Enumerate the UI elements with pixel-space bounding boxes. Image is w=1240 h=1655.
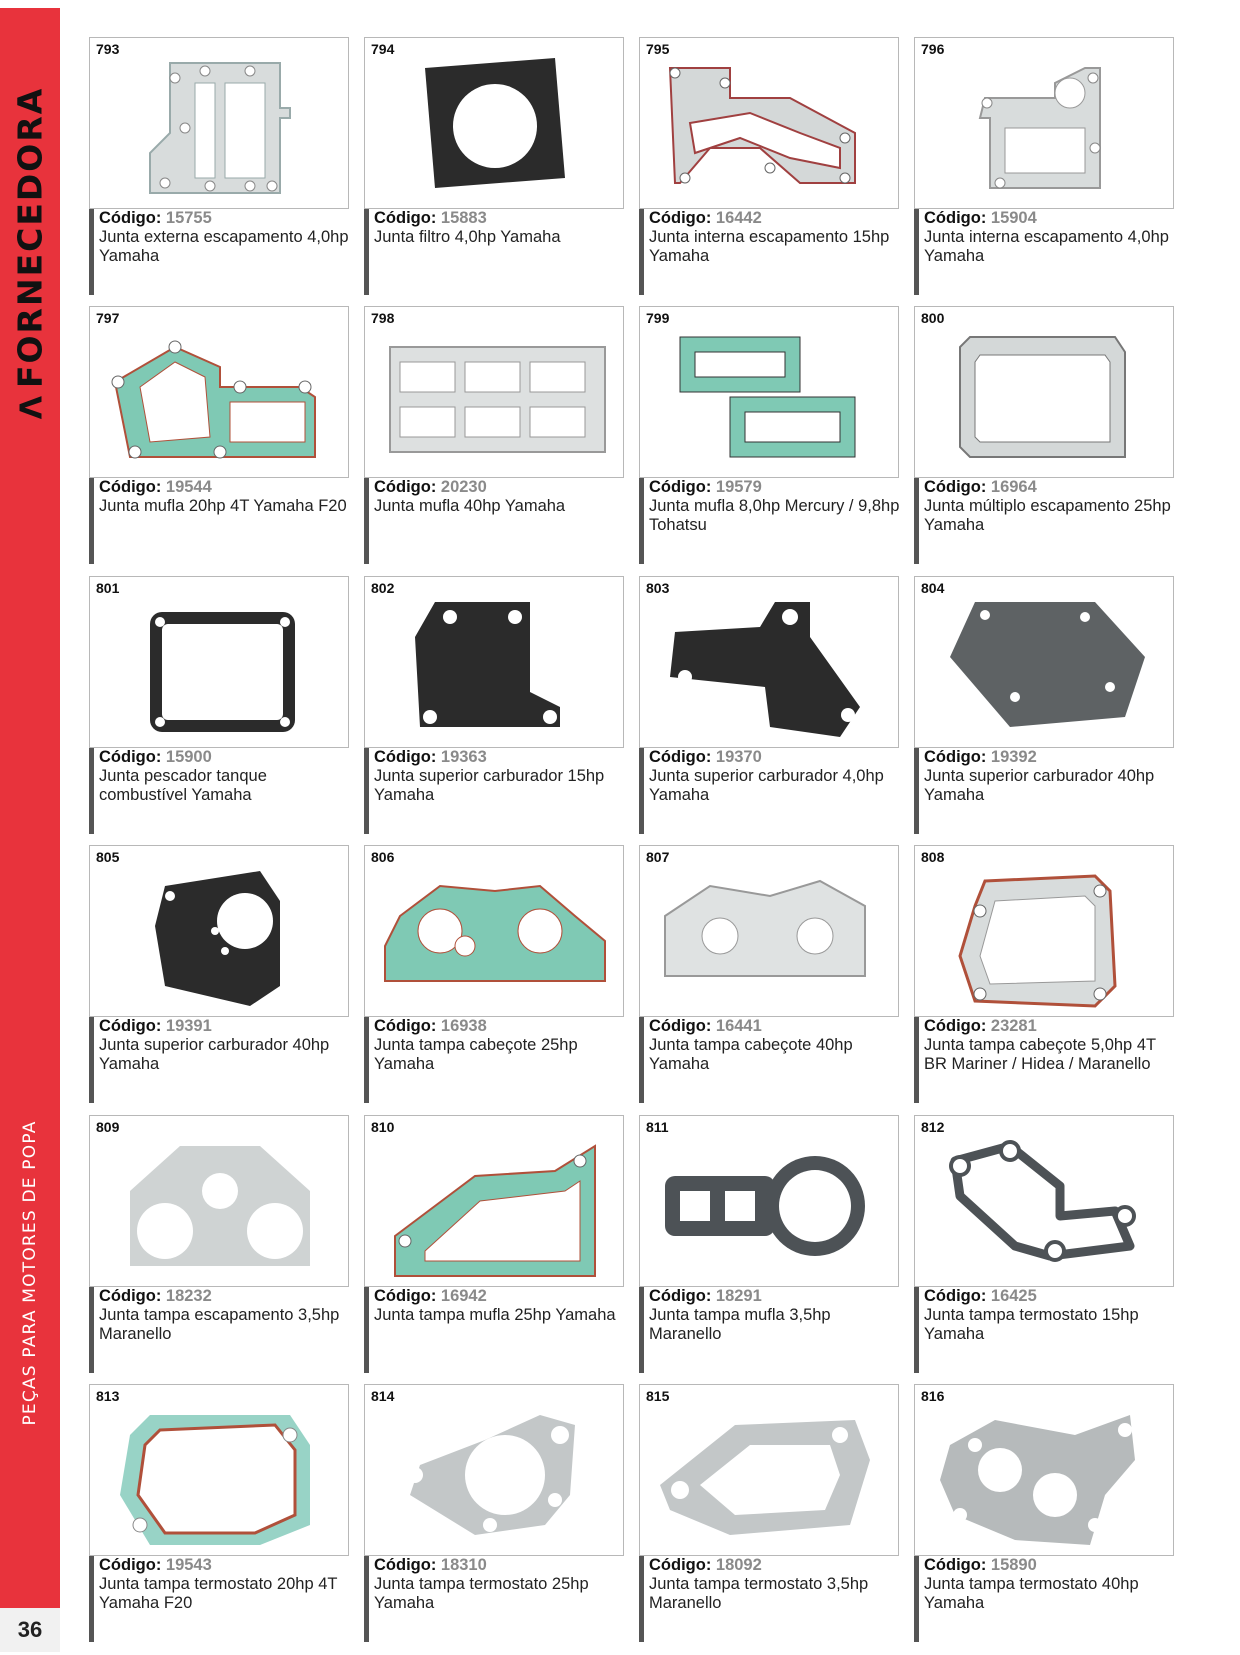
item-number: 813 (96, 1388, 120, 1404)
code-value: 15883 (440, 209, 487, 227)
product-code (374, 209, 626, 228)
product-image-frame (639, 576, 899, 748)
product-card (364, 37, 626, 295)
code-label: Código: (924, 478, 987, 496)
code-value: 18092 (715, 1556, 762, 1574)
item-number: 805 (96, 849, 120, 865)
product-code (99, 1556, 351, 1575)
product-info (914, 1287, 1176, 1373)
code-value: 16942 (440, 1287, 487, 1305)
product-code (924, 1556, 1176, 1575)
code-value: 20230 (440, 478, 487, 496)
product-description: Junta tampa cabeçote 5,0hp 4T BR Mariner / Hidea / Maranello (924, 1036, 1156, 1073)
code-label: Código: (374, 1017, 437, 1035)
product-card (364, 1115, 626, 1373)
product-card (364, 1384, 626, 1642)
product-info (914, 1017, 1176, 1103)
product-image-frame (914, 576, 1174, 748)
code-label: Código: (374, 748, 437, 766)
product-info (89, 1556, 351, 1642)
product-description: Junta tampa escapamento 3,5hp Maranello (99, 1306, 340, 1343)
product-info (914, 209, 1176, 295)
gasket-image (90, 1116, 348, 1286)
gasket-image (915, 38, 1173, 208)
code-value: 19543 (165, 1556, 212, 1574)
product-card (914, 1384, 1176, 1642)
product-description: Junta tampa termostato 3,5hp Maranello (649, 1575, 869, 1612)
product-card (89, 576, 351, 834)
code-label: Código: (99, 748, 162, 766)
code-value: 15755 (165, 209, 212, 227)
product-card (914, 845, 1176, 1103)
brand-name: FORNECEDORA (10, 86, 50, 389)
brand-logo (11, 87, 50, 420)
product-image-frame (639, 845, 899, 1017)
product-card (914, 576, 1176, 834)
product-image-frame (89, 1115, 349, 1287)
item-number: 814 (371, 1388, 395, 1404)
code-value: 15890 (990, 1556, 1037, 1574)
item-number: 795 (646, 41, 670, 57)
product-card (89, 1115, 351, 1373)
gasket-image (915, 577, 1173, 747)
code-label: Código: (374, 1287, 437, 1305)
product-image-frame (914, 1384, 1174, 1556)
code-label: Código: (649, 478, 712, 496)
product-image-frame (89, 1384, 349, 1556)
code-value: 19391 (165, 1017, 212, 1035)
product-info (639, 748, 901, 834)
item-number: 793 (96, 41, 120, 57)
code-value: 19370 (715, 748, 762, 766)
code-value: 19579 (715, 478, 762, 496)
product-card (639, 37, 901, 295)
product-card (639, 306, 901, 564)
code-value: 18232 (165, 1287, 212, 1305)
product-description: Junta tampa termostato 40hp Yamaha (924, 1575, 1139, 1612)
product-card (89, 306, 351, 564)
page-number: 36 (0, 1608, 60, 1652)
code-label: Código: (649, 748, 712, 766)
gasket-image (365, 307, 623, 477)
product-description: Junta mufla 40hp Yamaha (374, 497, 566, 515)
product-code (99, 748, 351, 767)
product-image-frame (364, 845, 624, 1017)
code-label: Código: (374, 209, 437, 227)
gasket-image (915, 1385, 1173, 1555)
gasket-image (640, 577, 898, 747)
product-description: Junta interna escapamento 4,0hp Yamaha (924, 228, 1169, 265)
item-number: 811 (646, 1119, 669, 1135)
product-code (649, 478, 901, 497)
item-number: 804 (921, 580, 945, 596)
product-card (89, 845, 351, 1103)
item-number: 816 (921, 1388, 945, 1404)
product-image-frame (914, 1115, 1174, 1287)
code-label: Código: (924, 748, 987, 766)
product-code (649, 209, 901, 228)
gasket-image (640, 38, 898, 208)
gasket-image (90, 1385, 348, 1555)
product-description: Junta filtro 4,0hp Yamaha (374, 228, 561, 246)
code-value: 15904 (990, 209, 1037, 227)
product-code (924, 1017, 1176, 1036)
product-card (364, 306, 626, 564)
item-number: 808 (921, 849, 945, 865)
gasket-image (365, 1385, 623, 1555)
code-label: Código: (649, 1017, 712, 1035)
code-label: Código: (374, 478, 437, 496)
product-info (89, 478, 351, 564)
item-number: 803 (646, 580, 670, 596)
gasket-image (365, 1116, 623, 1286)
product-description: Junta tampa cabeçote 40hp Yamaha (649, 1036, 853, 1073)
product-info (639, 478, 901, 564)
gasket-image (90, 307, 348, 477)
product-info (364, 1287, 626, 1373)
product-image-frame (89, 845, 349, 1017)
product-image-frame (364, 306, 624, 478)
product-card (639, 1115, 901, 1373)
code-value: 18310 (440, 1556, 487, 1574)
item-number: 806 (371, 849, 395, 865)
product-description: Junta tampa termostato 25hp Yamaha (374, 1575, 589, 1612)
code-value: 23281 (990, 1017, 1037, 1035)
product-image-frame (914, 845, 1174, 1017)
gasket-image (915, 307, 1173, 477)
code-value: 18291 (715, 1287, 762, 1305)
gasket-image (365, 577, 623, 747)
product-card (639, 576, 901, 834)
code-label: Código: (99, 1556, 162, 1574)
product-info (364, 209, 626, 295)
code-value: 16425 (990, 1287, 1037, 1305)
product-card (639, 1384, 901, 1642)
code-label: Código: (924, 1017, 987, 1035)
product-card (364, 845, 626, 1103)
code-value: 16964 (990, 478, 1037, 496)
product-description: Junta mufla 8,0hp Mercury / 9,8hp Tohatsu (649, 497, 900, 534)
product-image-frame (89, 576, 349, 748)
code-label: Código: (649, 1287, 712, 1305)
product-card (89, 37, 351, 295)
product-info (914, 748, 1176, 834)
product-code (99, 209, 351, 228)
product-code (374, 1556, 626, 1575)
item-number: 794 (371, 41, 395, 57)
item-number: 801 (96, 580, 120, 596)
item-number: 809 (96, 1119, 120, 1135)
product-image-frame (639, 1115, 899, 1287)
product-info (914, 1556, 1176, 1642)
product-code (99, 1287, 351, 1306)
product-image-frame (364, 37, 624, 209)
product-info (639, 1017, 901, 1103)
gasket-image (915, 846, 1173, 1016)
code-value: 16938 (440, 1017, 487, 1035)
gasket-image (90, 577, 348, 747)
product-code (99, 1017, 351, 1036)
gasket-image (90, 38, 348, 208)
product-image-frame (639, 1384, 899, 1556)
product-description: Junta pescador tanque combustível Yamaha (99, 767, 267, 804)
code-label: Código: (924, 1287, 987, 1305)
product-description: Junta tampa termostato 15hp Yamaha (924, 1306, 1139, 1343)
product-card (914, 37, 1176, 295)
gasket-image (365, 38, 623, 208)
product-info (89, 209, 351, 295)
code-label: Código: (374, 1556, 437, 1574)
product-code (924, 478, 1176, 497)
sidebar (0, 8, 60, 1608)
product-image-frame (89, 37, 349, 209)
gasket-image (640, 846, 898, 1016)
item-number: 802 (371, 580, 395, 596)
product-description: Junta externa escapamento 4,0hp Yamaha (99, 228, 349, 265)
code-label: Código: (649, 209, 712, 227)
product-card (364, 576, 626, 834)
product-image-frame (639, 37, 899, 209)
product-description: Junta interna escapamento 15hp Yamaha (649, 228, 890, 265)
product-image-frame (914, 37, 1174, 209)
product-code (924, 748, 1176, 767)
item-number: 799 (646, 310, 670, 326)
product-card (914, 1115, 1176, 1373)
product-info (89, 748, 351, 834)
product-info (364, 748, 626, 834)
product-info (364, 1017, 626, 1103)
item-number: 800 (921, 310, 945, 326)
product-info (639, 1556, 901, 1642)
product-info (364, 478, 626, 564)
product-image-frame (914, 306, 1174, 478)
code-label: Código: (924, 1556, 987, 1574)
product-description: Junta tampa mufla 25hp Yamaha (374, 1306, 616, 1324)
product-description: Junta superior carburador 4,0hp Yamaha (649, 767, 884, 804)
gasket-image (365, 846, 623, 1016)
product-description: Junta superior carburador 40hp Yamaha (99, 1036, 330, 1073)
code-value: 15900 (165, 748, 212, 766)
product-code (374, 1017, 626, 1036)
product-description: Junta tampa termostato 20hp 4T Yamaha F20 (99, 1575, 338, 1612)
product-image-frame (364, 1384, 624, 1556)
gasket-image (90, 846, 348, 1016)
product-code (99, 478, 351, 497)
code-value: 19544 (165, 478, 212, 496)
item-number: 797 (96, 310, 120, 326)
product-info (914, 478, 1176, 564)
product-description: Junta tampa mufla 3,5hp Maranello (649, 1306, 831, 1343)
product-info (89, 1287, 351, 1373)
item-number: 815 (646, 1388, 670, 1404)
code-value: 19392 (990, 748, 1037, 766)
product-code (374, 1287, 626, 1306)
product-info (364, 1556, 626, 1642)
section-title: PEÇAS PARA MOTORES DE POPA (20, 1120, 40, 1426)
product-code (374, 748, 626, 767)
code-value: 19363 (440, 748, 487, 766)
product-image-frame (364, 576, 624, 748)
code-label: Código: (99, 1287, 162, 1305)
product-code (924, 209, 1176, 228)
product-code (649, 1287, 901, 1306)
product-info (639, 1287, 901, 1373)
product-image-frame (639, 306, 899, 478)
gasket-image (640, 307, 898, 477)
item-number: 807 (646, 849, 670, 865)
product-description: Junta superior carburador 40hp Yamaha (924, 767, 1155, 804)
gasket-image (915, 1116, 1173, 1286)
product-info (89, 1017, 351, 1103)
product-card (639, 845, 901, 1103)
code-label: Código: (99, 478, 162, 496)
product-description: Junta mufla 20hp 4T Yamaha F20 (99, 497, 347, 515)
code-label: Código: (649, 1556, 712, 1574)
product-description: Junta múltiplo escapamento 25hp Yamaha (924, 497, 1171, 534)
item-number: 812 (921, 1119, 945, 1135)
brand-mark-icon: Λ (14, 394, 50, 420)
product-card (914, 306, 1176, 564)
code-label: Código: (99, 209, 162, 227)
product-image-frame (89, 306, 349, 478)
code-value: 16442 (715, 209, 762, 227)
code-label: Código: (924, 209, 987, 227)
product-code (649, 1017, 901, 1036)
product-image-frame (364, 1115, 624, 1287)
product-code (649, 748, 901, 767)
product-code (649, 1556, 901, 1575)
code-label: Código: (99, 1017, 162, 1035)
item-number: 796 (921, 41, 945, 57)
code-value: 16441 (715, 1017, 762, 1035)
product-card (89, 1384, 351, 1642)
item-number: 810 (371, 1119, 395, 1135)
product-info (639, 209, 901, 295)
gasket-image (640, 1116, 898, 1286)
product-code (374, 478, 626, 497)
product-code (924, 1287, 1176, 1306)
item-number: 798 (371, 310, 395, 326)
product-description: Junta superior carburador 15hp Yamaha (374, 767, 605, 804)
gasket-image (640, 1385, 898, 1555)
product-description: Junta tampa cabeçote 25hp Yamaha (374, 1036, 578, 1073)
